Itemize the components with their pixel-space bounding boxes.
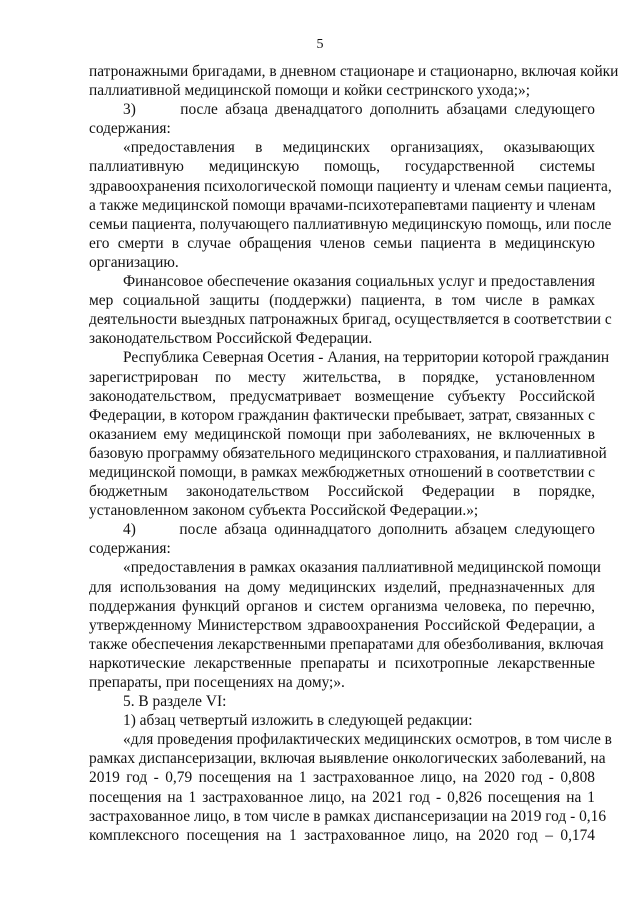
text-line: наркотические лекарственные препараты и психотропные лекарственные	[89, 654, 595, 672]
text-line: семьи пациента, получающего паллиативную медицинскую помощь, или после	[89, 215, 612, 233]
text-line: медицинской помощи, в рамках межбюджетных отношений в соответствии с	[89, 463, 595, 481]
body-text	[89, 62, 619, 845]
text-line: препараты, при посещениях на дому;».	[89, 674, 345, 691]
text-line: Финансовое обеспечение оказания социальных услуг и предоставления	[123, 273, 595, 291]
text-line: паллиативную медицинскую помощь, государственной системы	[89, 158, 595, 176]
text-line: его смерти в случае обращения членов семьи пациента в медицинскую	[89, 234, 595, 252]
text-line: а также медицинской помощи врачами-психотерапевтами пациенту и членам	[89, 196, 596, 214]
text-line: базовую программу обязательного медицинского страхования, и паллиативной	[89, 444, 607, 462]
text-line: Республика Северная Осетия - Алания, на территории которой гражданин	[123, 349, 610, 367]
text-line: поддержания функций органов и систем организма человека, по перечню,	[89, 597, 595, 615]
text-line: Федерации, в котором гражданин фактически пребывает, затрат, связанных с	[89, 406, 595, 424]
text-line: оказанием ему медицинской помощи при заболеваниях, не включенных в	[89, 425, 595, 443]
text-line: комплексного посещения на 1 застрахованное лицо, на 2020 год – 0,174	[89, 826, 595, 844]
text-line: для использования на дому медицинских изделий, предназначенных для	[89, 578, 595, 596]
text-line: 2019 год - 0,79 посещения на 1 застрахованное лицо, на 2020 год - 0,808	[89, 769, 595, 787]
text-line: утвержденному Министерством здравоохранения Российской Федерации, а	[89, 616, 595, 634]
text-line: законодательством Российской Федерации.	[89, 330, 373, 348]
page-number: 5	[316, 37, 324, 52]
text-line: бюджетным законодательством Российской Федерации в порядке,	[89, 483, 595, 501]
text-line: зарегистрирован по месту жительства, в порядке, установленном	[89, 368, 595, 386]
text-line: паллиативной медицинской помощи и койки сестринского ухода;»;	[89, 82, 531, 100]
text-line: «предоставления в медицинских организациях, оказывающих	[123, 139, 595, 157]
text-line: застрахованное лицо, в том числе в рамках диспансеризации на 2019 год - 0,16	[89, 807, 607, 825]
text-line: установленном законом субъекта Российской Федерации.»;	[89, 502, 479, 520]
text-line: патронажными бригадами, в дневном стационаре и стационарно, включая койки	[89, 63, 619, 80]
text-line: содержания:	[89, 120, 171, 138]
text-line: 1) абзац четвертый изложить в следующей редакции:	[123, 712, 473, 730]
text-line: также обеспечения лекарственными препаратами для обезболивания, включая	[89, 635, 604, 653]
text-line: 4) после абзаца одиннадцатого дополнить абзацем следующего	[123, 521, 595, 539]
text-line: 5. В разделе VI:	[123, 693, 227, 711]
text-line: рамках диспансеризации, включая выявление онкологических заболеваний, на	[89, 750, 606, 768]
text-line: посещения на 1 застрахованное лицо, на 2021 год - 0,826 посещения на 1	[89, 788, 595, 806]
text-line: организацию.	[89, 253, 179, 271]
text-line: здравоохранения психологической помощи пациенту и членам семьи пациента,	[89, 177, 612, 195]
text-line: деятельности выездных патронажных бригад, осуществляется в соответствии с	[89, 311, 612, 329]
text-line: «предоставления в рамках оказания паллиативной медицинской помощи	[123, 559, 601, 577]
text-line: законодательством, предусматривает возмещение субъекту Российской	[89, 387, 595, 405]
text-line: «для проведения профилактических медицинских осмотров, в том числе в	[123, 731, 612, 749]
text-line: содержания:	[89, 540, 171, 558]
text-line: 3) после абзаца двенадцатого дополнить абзацами следующего	[123, 101, 595, 119]
text-line: мер социальной защиты (поддержки) пациента, в том числе в рамках	[89, 292, 595, 310]
